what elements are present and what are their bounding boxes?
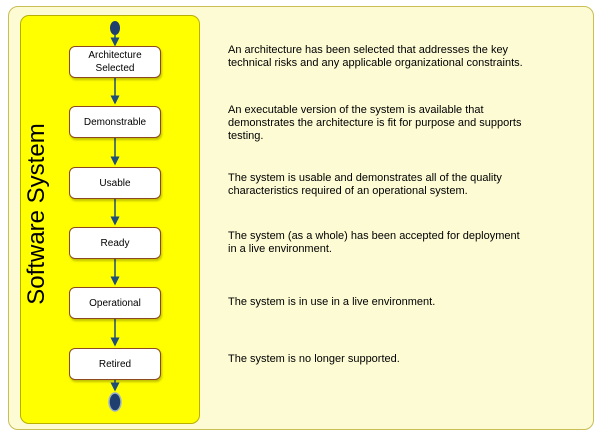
description-operational: The system is in use in a live environment. bbox=[228, 296, 436, 308]
state-label: Retired bbox=[98, 358, 132, 370]
state-label: Operational bbox=[89, 297, 141, 309]
state-label: Demonstrable bbox=[83, 116, 147, 128]
state-operational bbox=[69, 287, 161, 319]
description-ready: The system (as a whole) has been accepted for deployment in a live environment. bbox=[228, 230, 520, 255]
state-architecture-selected bbox=[69, 46, 161, 78]
state-usable bbox=[69, 167, 161, 199]
description-architecture-selected: An architecture has been selected that addresses the key technical risks and any applicable organizational constraints. bbox=[228, 44, 523, 69]
state-label: Architecture Selected bbox=[88, 50, 142, 74]
diagram-title: Software System bbox=[23, 123, 50, 305]
start-marker bbox=[110, 21, 120, 35]
state-label: Usable bbox=[99, 177, 131, 189]
description-demonstrable: An executable version of the system is available that demonstrates the architecture is fit for purpose and supports testing. bbox=[228, 104, 522, 142]
state-ready bbox=[69, 227, 161, 259]
description-retired: The system is no longer supported. bbox=[228, 353, 400, 365]
state-retired bbox=[69, 348, 161, 380]
state-label: Ready bbox=[100, 237, 130, 249]
end-marker bbox=[109, 393, 121, 411]
state-demonstrable bbox=[69, 106, 161, 138]
description-usable: The system is usable and demonstrates all of the quality characteristics required of an operational system. bbox=[228, 172, 502, 197]
